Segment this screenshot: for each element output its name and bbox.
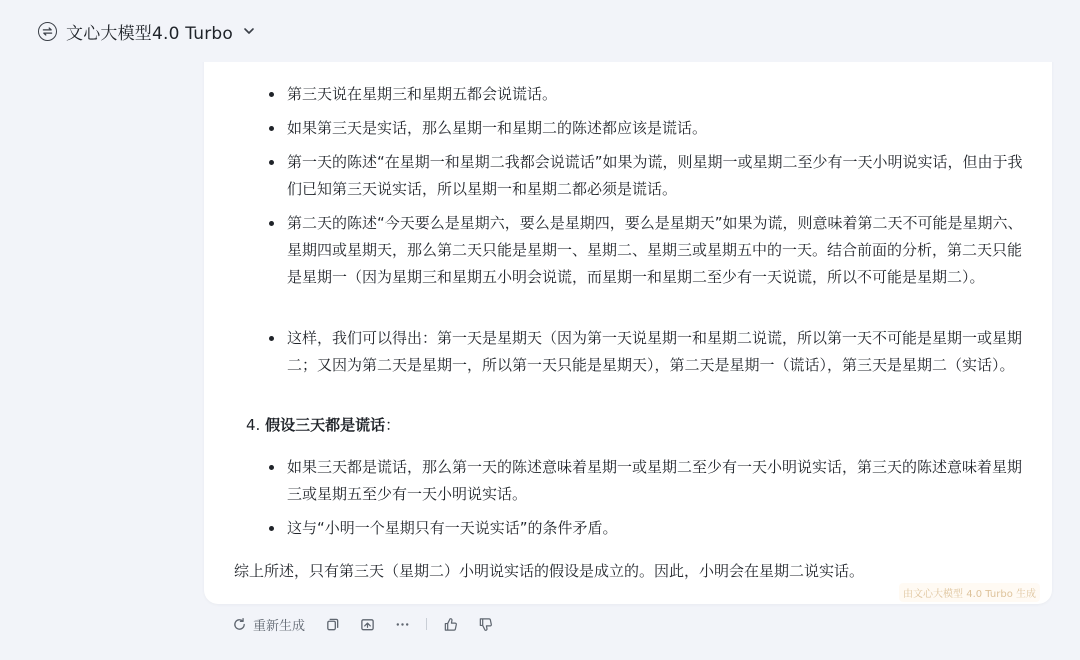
item-colon: ： [385,416,401,434]
share-icon [360,617,375,632]
numbered-item-4 [246,412,400,439]
list-item: 如果第三天是实话，那么星期一和星期二的陈述都应该是谎话。 [287,115,1027,142]
chevron-down-icon [243,25,255,37]
more-icon [395,617,410,632]
thumbs-up-icon [443,617,458,632]
answer-actions [232,612,493,636]
list-item: 第三天说在星期三和星期五都会说谎话。 [287,81,1027,108]
copy-button[interactable] [325,617,340,632]
list-item: 第一天的陈述“在星期一和星期二我都会说谎话”如果为谎，则星期一或星期二至少有一天小明说实话，但由于我们已知第三天说实话，所以星期一和星期二都必须是谎话。 [287,149,1027,203]
like-button[interactable] [443,617,458,632]
list-item: 这与“小明一个星期只有一天说实话”的条件矛盾。 [287,515,1027,542]
top-bar [0,0,1080,62]
more-button[interactable] [395,617,410,632]
list-item: 如果三天都是谎话，那么第一天的陈述意味着星期一或星期二至少有一天小明说实话，第三天的陈述意味着星期三或星期五至少有一天小明说实话。 [287,454,1027,508]
regenerate-label: 重新生成 [253,618,306,634]
list-item: 第二天的陈述“今天要么是星期六，要么是星期四，要么是星期天”如果为谎，则意味着第二天不可能是星期六、星期四或星期天，那么第二天只能是星期一、星期二、星期三或星期五中的一天。结合前面的分析，第二天只能是星期一（因为星期三和星期五小明会说谎，而星期一和星期二至少有一天说谎，所以不可能是星期二）。 [287,210,1027,291]
regenerate-button[interactable] [232,615,305,634]
refresh-icon [232,617,247,632]
copy-icon [325,617,340,632]
model-switch-icon [38,22,57,41]
model-name: 文心大模型4.0 Turbo [66,23,233,44]
item-number: 4. [246,416,261,434]
generated-watermark: 由文心大模型 4.0 Turbo 生成 [899,583,1040,602]
list-item: 这样，我们可以得出：第一天是星期天（因为第一天说星期一和星期二说谎，所以第一天不可能是星期一或星期二；又因为第二天是星期一，所以第一天只能是星期天），第二天是星期一（谎话），第三天是星期二（实话）。 [287,325,1027,379]
model-switcher[interactable] [38,19,255,44]
share-button[interactable] [360,617,375,632]
answer-card [204,30,1052,604]
divider [426,618,427,630]
item-heading: 假设三天都是谎话 [265,416,386,434]
dislike-button[interactable] [478,617,493,632]
thumbs-down-icon [478,617,493,632]
summary-paragraph: 综上所述，只有第三天（星期二）小明说实话的假设是成立的。因此，小明会在星期二说实话。 [234,562,865,580]
